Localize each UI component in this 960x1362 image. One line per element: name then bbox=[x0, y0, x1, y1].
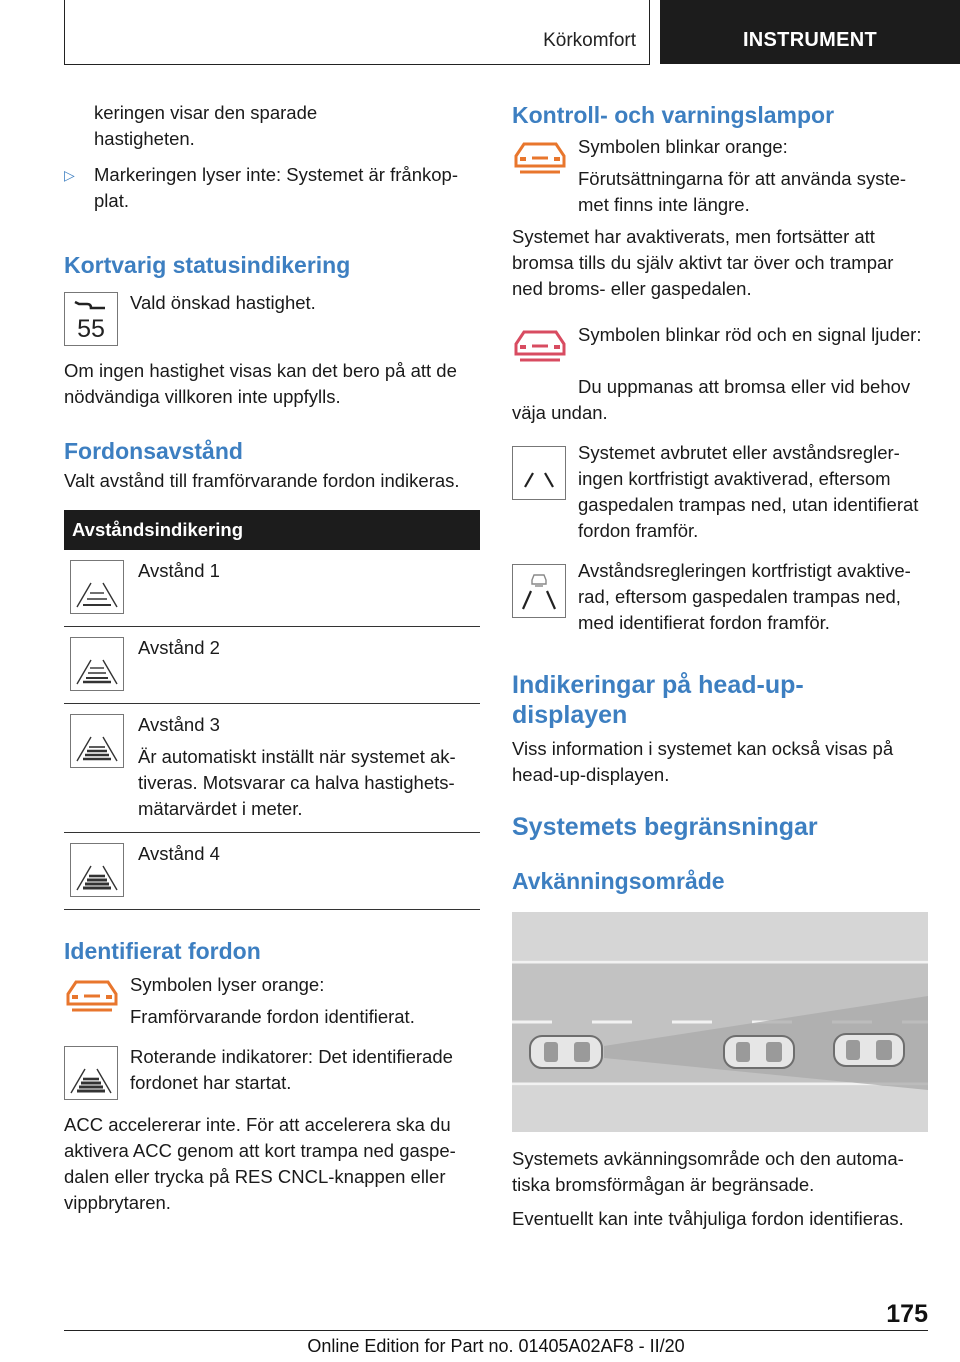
lane-lines-icon bbox=[512, 446, 566, 500]
range-paragraph: Systemets avkänningsområde och den automa-tiska bromsförmågan är begränsade. bbox=[512, 1148, 904, 1195]
distance-2-label: Avstånd 2 bbox=[138, 637, 220, 658]
rotating-text: Roterande indikatorer: Det identifierade fordonet har startat. bbox=[130, 1046, 453, 1093]
speed-indicator-row bbox=[64, 290, 480, 346]
footer-edition: Online Edition for Part no. 01405A02AF8 - II/20 bbox=[307, 1336, 685, 1356]
hud-paragraph: Viss information i systemet kan också visas på head-up-displayen. bbox=[512, 738, 894, 785]
bullet-item bbox=[64, 162, 480, 214]
distance-2-icon bbox=[70, 637, 124, 691]
heading-warning-lamps: Kontroll- och varningslampor bbox=[512, 102, 835, 128]
rotating-indicator-icon bbox=[64, 1046, 118, 1100]
distance-table-header: Avståndsindikering bbox=[64, 510, 480, 550]
heading-distance: Fordonsavstånd bbox=[64, 438, 243, 464]
system-interrupted-text: Systemet avbrutet eller avståndsregler-ingen kortfristigt avaktiverad, eftersom gaspedalen trampas ned, utan identifierat fordon framför. bbox=[578, 442, 919, 541]
warning-orange-vehicle-icon bbox=[512, 134, 568, 218]
warning-orange-line1: Symbolen blinkar orange: bbox=[578, 136, 788, 157]
system-interrupted-row bbox=[512, 440, 928, 544]
triangle-bullet-icon: ▷ bbox=[64, 167, 75, 183]
left-column bbox=[64, 100, 480, 1216]
distance-4-label: Avstånd 4 bbox=[138, 843, 220, 864]
heading-detection-range: Avkänningsområde bbox=[512, 868, 725, 894]
distance-3-note: Är automatiskt inställt när systemet ak-tiveras. Motsvarar ca halva hastighets-mätarvärdet i meter. bbox=[138, 746, 456, 819]
warning-red-row bbox=[512, 322, 928, 368]
heading-system-limits: Systemets begränsningar bbox=[512, 813, 818, 841]
warning-red-vehicle-icon bbox=[512, 322, 568, 368]
bullet-text: Markeringen lyser inte: Systemet är frånkop-plat. bbox=[94, 164, 458, 211]
header-chapter-tab: INSTRUMENT bbox=[660, 0, 960, 64]
range-paragraph-2: Eventuellt kan inte tvåhjuliga fordon identifieras. bbox=[512, 1208, 904, 1229]
vehicle-orange-icon bbox=[64, 972, 120, 1030]
distance-1-icon bbox=[70, 560, 124, 614]
table-row bbox=[64, 833, 480, 910]
warning-orange-paragraph: Systemet har avaktiverats, men fortsätter att bromsa tills du själv aktivt tar över och trampar ned broms- eller gaspedalen. bbox=[512, 226, 894, 299]
lane-vehicle-icon bbox=[512, 564, 566, 618]
heading-hud: Indikeringar på head-up-displayen bbox=[512, 671, 804, 729]
header-section-title: Körkomfort bbox=[543, 30, 636, 51]
warning-orange-row bbox=[512, 134, 928, 218]
speed-text: Vald önskad hastighet. bbox=[130, 292, 316, 313]
right-column bbox=[512, 100, 928, 1232]
distance-deactivated-text: Avståndsregleringen kortfristigt avaktive-rad, eftersom gaspedalen trampas ned, med identifierat fordon framför. bbox=[578, 560, 911, 633]
table-row bbox=[64, 627, 480, 704]
rotating-indicator-row bbox=[64, 1044, 480, 1100]
set-speed-icon bbox=[64, 292, 118, 346]
identified-line2: Framförvarande fordon identifierat. bbox=[130, 1006, 415, 1027]
acc-paragraph: ACC accelererar inte. För att accelerera ska du aktivera ACC genom att kort trampa ned gaspe-dalen eller trycka på RES CNCL-knappen eller vippbrytaren. bbox=[64, 1114, 456, 1213]
distance-intro: Valt avstånd till framförvarande fordon indikeras. bbox=[64, 470, 460, 491]
distance-4-icon bbox=[70, 843, 124, 897]
heading-identified: Identifierat fordon bbox=[64, 938, 261, 964]
warning-red-line2: Du uppmanas att bromsa eller vid behov väja undan. bbox=[512, 376, 911, 423]
distance-1-label: Avstånd 1 bbox=[138, 560, 220, 581]
heading-short-status: Kortvarig statusindikering bbox=[64, 252, 351, 278]
warning-red-line1: Symbolen blinkar röd och en signal ljuder: bbox=[578, 324, 922, 345]
warning-orange-line2: Förutsättningarna för att använda syste-met finns inte längre. bbox=[578, 168, 907, 215]
page-number: 175 bbox=[886, 1300, 928, 1328]
table-row bbox=[64, 704, 480, 833]
distance-deactivated-row bbox=[512, 558, 928, 636]
footer-divider bbox=[64, 1330, 928, 1331]
distance-3-icon bbox=[70, 714, 124, 768]
identified-line1: Symbolen lyser orange: bbox=[130, 974, 325, 995]
identified-vehicle-row bbox=[64, 972, 480, 1030]
table-row bbox=[64, 550, 480, 627]
set-speed-value: 55 bbox=[77, 315, 105, 343]
detection-range-illustration bbox=[512, 912, 928, 1132]
speed-note: Om ingen hastighet visas kan det bero på att de nödvändiga villkoren inte uppfylls. bbox=[64, 360, 457, 407]
continued-paragraph: keringen visar den sparade hastigheten. bbox=[94, 102, 318, 149]
distance-3-label: Avstånd 3 bbox=[138, 714, 220, 735]
